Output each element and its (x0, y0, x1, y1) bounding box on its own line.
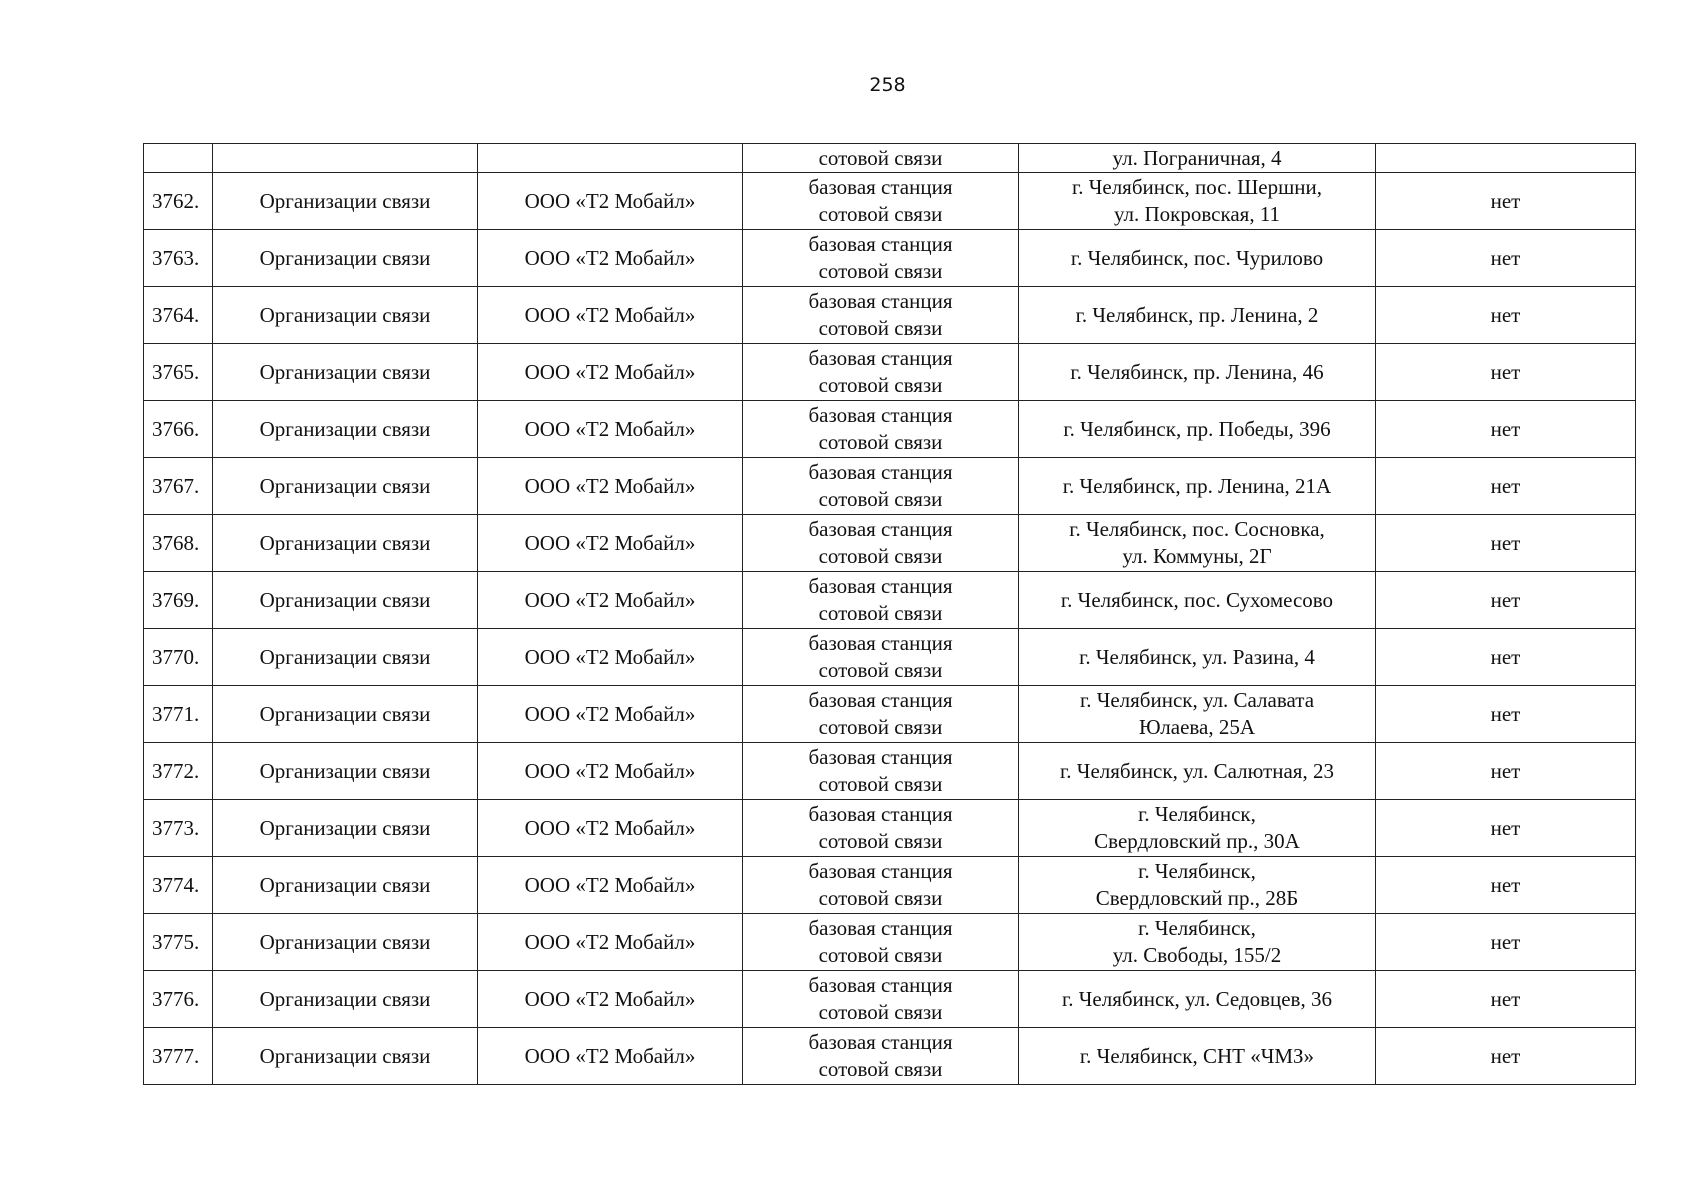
cell-value: нет (1376, 572, 1636, 629)
cell-category: Организации связи (213, 971, 478, 1028)
cell-category: Организации связи (213, 686, 478, 743)
table-row (144, 344, 1636, 401)
cell-organization: ООО «Т2 Мобайл» (478, 287, 743, 344)
table-row (144, 401, 1636, 458)
cell-number: 3769. (144, 572, 213, 629)
table-row (144, 686, 1636, 743)
cell-organization: ООО «Т2 Мобайл» (478, 914, 743, 971)
cell-object: базовая станция сотовой связи (743, 515, 1019, 572)
cell-number: 3773. (144, 800, 213, 857)
table-row (144, 1028, 1636, 1085)
cell-object: базовая станция сотовой связи (743, 686, 1019, 743)
cell-category: Организации связи (213, 743, 478, 800)
cell-organization: ООО «Т2 Мобайл» (478, 515, 743, 572)
cell-value: нет (1376, 743, 1636, 800)
cell-category: Организации связи (213, 401, 478, 458)
cell-object: базовая станция сотовой связи (743, 173, 1019, 230)
cell-number: 3763. (144, 230, 213, 287)
cell-organization: ООО «Т2 Мобайл» (478, 344, 743, 401)
cell-value: нет (1376, 800, 1636, 857)
cell-category: Организации связи (213, 173, 478, 230)
cell-category: Организации связи (213, 857, 478, 914)
cell-address: г. Челябинск, пос. Сухомесово (1019, 572, 1376, 629)
cell-number: 3772. (144, 743, 213, 800)
cell-category: Организации связи (213, 1028, 478, 1085)
table-row (144, 287, 1636, 344)
cell-category: Организации связи (213, 344, 478, 401)
cell-value: нет (1376, 344, 1636, 401)
cell-address: г. Челябинск, пос. Сосновка, ул. Коммуны, 2Г (1019, 515, 1376, 572)
cell-number: 3776. (144, 971, 213, 1028)
cell-address: г. Челябинск, ул. Салютная, 23 (1019, 743, 1376, 800)
cell-object: базовая станция сотовой связи (743, 1028, 1019, 1085)
cell-number: 3775. (144, 914, 213, 971)
continued-row (144, 144, 1636, 173)
cell-organization: ООО «Т2 Мобайл» (478, 173, 743, 230)
cell-number (144, 144, 213, 173)
cell-object: базовая станция сотовой связи (743, 857, 1019, 914)
cell-number: 3771. (144, 686, 213, 743)
table-row (144, 914, 1636, 971)
table-row (144, 857, 1636, 914)
table-row (144, 173, 1636, 230)
cell-object: базовая станция сотовой связи (743, 572, 1019, 629)
cell-organization: ООО «Т2 Мобайл» (478, 800, 743, 857)
cell-category: Организации связи (213, 914, 478, 971)
cell-organization: ООО «Т2 Мобайл» (478, 230, 743, 287)
cell-value: нет (1376, 401, 1636, 458)
table-row (144, 971, 1636, 1028)
table-row (144, 230, 1636, 287)
cell-organization: ООО «Т2 Мобайл» (478, 1028, 743, 1085)
cell-address: г. Челябинск, Свердловский пр., 30А (1019, 800, 1376, 857)
cell-number: 3765. (144, 344, 213, 401)
cell-value: нет (1376, 971, 1636, 1028)
cell-object: сотовой связи (743, 144, 1019, 173)
cell-address: г. Челябинск, ул. Свободы, 155/2 (1019, 914, 1376, 971)
cell-value: нет (1376, 1028, 1636, 1085)
cell-object: базовая станция сотовой связи (743, 458, 1019, 515)
cell-value: нет (1376, 173, 1636, 230)
cell-organization: ООО «Т2 Мобайл» (478, 629, 743, 686)
cell-object: базовая станция сотовой связи (743, 230, 1019, 287)
cell-address: г. Челябинск, пр. Ленина, 2 (1019, 287, 1376, 344)
table-row (144, 572, 1636, 629)
cell-object: базовая станция сотовой связи (743, 401, 1019, 458)
table-row (144, 743, 1636, 800)
cell-address: г. Челябинск, пос. Шершни, ул. Покровская, 11 (1019, 173, 1376, 230)
cell-address: ул. Пограничная, 4 (1019, 144, 1376, 173)
cell-address: г. Челябинск, пос. Чурилово (1019, 230, 1376, 287)
table-body (144, 144, 1636, 1085)
cell-number: 3770. (144, 629, 213, 686)
cell-number: 3762. (144, 173, 213, 230)
cell-organization: ООО «Т2 Мобайл» (478, 857, 743, 914)
cell-value: нет (1376, 857, 1636, 914)
registry-table (143, 143, 1636, 1085)
cell-category: Организации связи (213, 800, 478, 857)
cell-value: нет (1376, 686, 1636, 743)
cell-category: Организации связи (213, 230, 478, 287)
cell-organization: ООО «Т2 Мобайл» (478, 971, 743, 1028)
cell-organization: ООО «Т2 Мобайл» (478, 743, 743, 800)
cell-number: 3774. (144, 857, 213, 914)
cell-number: 3764. (144, 287, 213, 344)
cell-value: нет (1376, 230, 1636, 287)
cell-category: Организации связи (213, 458, 478, 515)
cell-organization: ООО «Т2 Мобайл» (478, 572, 743, 629)
cell-address: г. Челябинск, пр. Ленина, 46 (1019, 344, 1376, 401)
cell-object: базовая станция сотовой связи (743, 344, 1019, 401)
cell-category: Организации связи (213, 629, 478, 686)
cell-object: базовая станция сотовой связи (743, 287, 1019, 344)
cell-value: нет (1376, 287, 1636, 344)
cell-category: Организации связи (213, 572, 478, 629)
cell-number: 3768. (144, 515, 213, 572)
cell-number: 3766. (144, 401, 213, 458)
cell-organization: ООО «Т2 Мобайл» (478, 401, 743, 458)
table-row (144, 629, 1636, 686)
cell-value: нет (1376, 914, 1636, 971)
cell-organization: ООО «Т2 Мобайл» (478, 458, 743, 515)
cell-object: базовая станция сотовой связи (743, 971, 1019, 1028)
cell-object: базовая станция сотовой связи (743, 629, 1019, 686)
cell-value: нет (1376, 458, 1636, 515)
cell-address: г. Челябинск, Свердловский пр., 28Б (1019, 857, 1376, 914)
cell-object: базовая станция сотовой связи (743, 914, 1019, 971)
cell-category (213, 144, 478, 173)
cell-category: Организации связи (213, 287, 478, 344)
cell-category: Организации связи (213, 515, 478, 572)
cell-number: 3767. (144, 458, 213, 515)
cell-address: г. Челябинск, пр. Ленина, 21А (1019, 458, 1376, 515)
cell-address: г. Челябинск, ул. Седовцев, 36 (1019, 971, 1376, 1028)
table-row (144, 515, 1636, 572)
cell-object: базовая станция сотовой связи (743, 800, 1019, 857)
cell-value: нет (1376, 629, 1636, 686)
cell-address: г. Челябинск, пр. Победы, 396 (1019, 401, 1376, 458)
cell-object: базовая станция сотовой связи (743, 743, 1019, 800)
cell-value: нет (1376, 515, 1636, 572)
cell-address: г. Челябинск, ул. Салавата Юлаева, 25А (1019, 686, 1376, 743)
cell-number: 3777. (144, 1028, 213, 1085)
cell-organization (478, 144, 743, 173)
table-row (144, 800, 1636, 857)
cell-organization: ООО «Т2 Мобайл» (478, 686, 743, 743)
cell-address: г. Челябинск, СНТ «ЧМЗ» (1019, 1028, 1376, 1085)
cell-value (1376, 144, 1636, 173)
table-row (144, 458, 1636, 515)
cell-address: г. Челябинск, ул. Разина, 4 (1019, 629, 1376, 686)
page-number: 258 (869, 74, 906, 96)
